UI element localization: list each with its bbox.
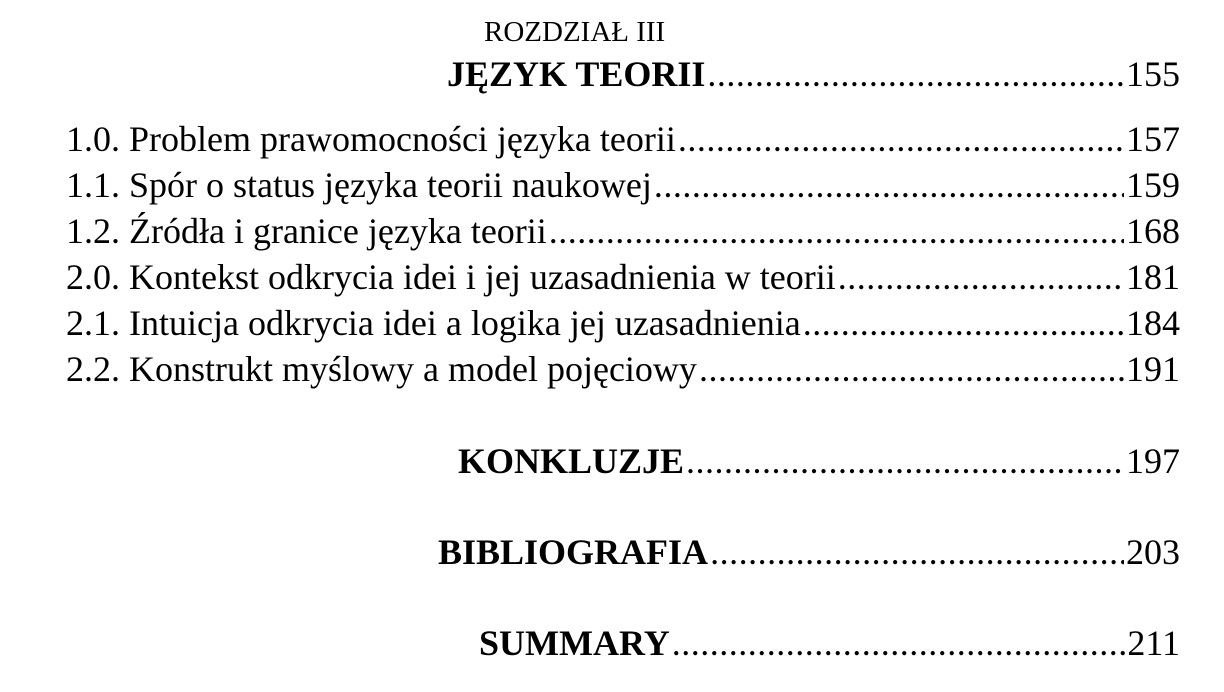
dot-leader: [549, 209, 1124, 253]
entry-title: 1.1. Spór o status języka teorii naukowej: [66, 165, 652, 205]
page-number: 181: [1126, 257, 1180, 297]
toc-entry[interactable]: [66, 117, 1180, 161]
dot-leader: [678, 117, 1124, 161]
toc-section[interactable]: [479, 621, 1180, 665]
page-number: 159: [1126, 165, 1180, 205]
toc-section[interactable]: [438, 530, 1180, 574]
section-title: KONKLUZJE: [458, 441, 685, 481]
chapter-label: ROZDZIAŁ III: [484, 16, 666, 48]
toc-entry[interactable]: [66, 301, 1180, 345]
toc-entry[interactable]: [66, 255, 1180, 299]
page-number: 168: [1126, 211, 1180, 251]
dot-leader: [710, 530, 1124, 574]
dot-leader: [699, 347, 1124, 391]
page-number: 203: [1126, 532, 1180, 572]
entry-title: 2.2. Konstrukt myślowy a model pojęciowy: [66, 349, 697, 389]
chapter-title: JĘZYK TEORII: [447, 54, 706, 94]
dot-leader: [672, 621, 1126, 665]
section-title: SUMMARY: [479, 623, 670, 663]
toc-entry[interactable]: [66, 163, 1180, 207]
page-number: 211: [1127, 623, 1180, 663]
dot-leader: [838, 255, 1124, 299]
toc-entry[interactable]: [66, 347, 1180, 391]
dot-leader: [686, 439, 1124, 483]
page-number: 155: [1126, 54, 1180, 94]
page-number: 191: [1126, 349, 1180, 389]
entry-title: 2.0. Kontekst odkrycia idei i jej uzasadnienia w teorii: [66, 257, 836, 297]
entry-title: 2.1. Intuicja odkrycia idei a logika jej uzasadnienia: [66, 303, 801, 343]
dot-leader: [803, 301, 1124, 345]
entry-title: 1.2. Źródła i granice języka teorii: [66, 211, 547, 251]
page-number: 197: [1126, 441, 1180, 481]
dot-leader: [707, 52, 1124, 96]
dot-leader: [654, 163, 1124, 207]
section-title: BIBLIOGRAFIA: [438, 532, 709, 572]
page-number: 184: [1126, 303, 1180, 343]
toc-entry[interactable]: [66, 209, 1180, 253]
toc-section[interactable]: [458, 439, 1180, 483]
entry-title: 1.0. Problem prawomocności języka teorii: [66, 119, 676, 159]
chapter-title-row[interactable]: [447, 52, 1180, 96]
page-number: 157: [1126, 119, 1180, 159]
